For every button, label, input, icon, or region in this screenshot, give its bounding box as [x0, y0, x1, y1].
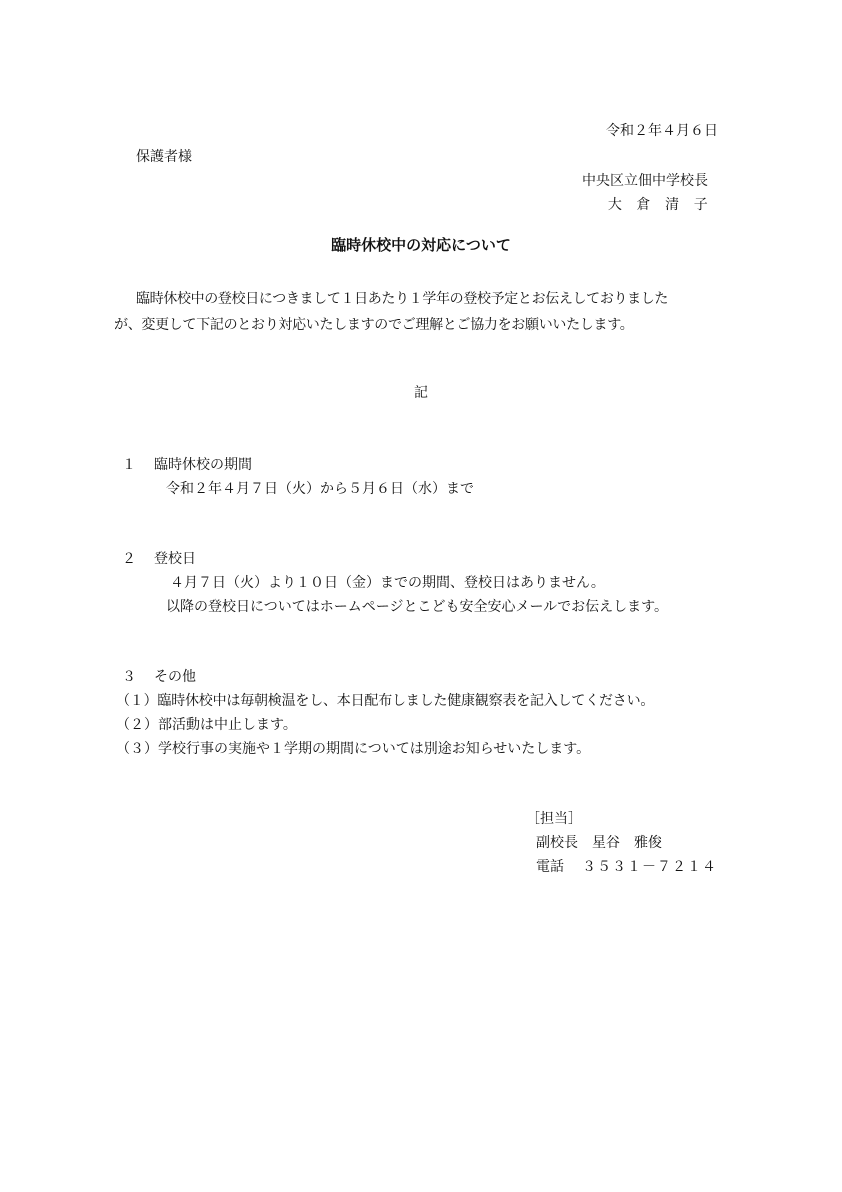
intro-line-2: が、変更して下記のとおり対応いたしますのでご理解とご協力をお願いいたします。 [114, 317, 634, 333]
section-2-number: ２ [122, 551, 136, 567]
section-3-item-1: （１）臨時休校中は毎朝検温をし、本日配布しました健康観察表を記入してください。 [116, 693, 655, 709]
section-3-item-2: （２）部活動は中止します。 [116, 717, 297, 733]
section-3-number: ３ [122, 669, 136, 685]
section-1-title: 臨時休校の期間 [154, 457, 252, 473]
section-2-body-1: ４月７日（火）より１０日（金）までの期間、登校日はありません。 [170, 575, 605, 591]
document-title: 臨時休校中の対応について [331, 236, 511, 254]
section-2-body-2: 以降の登校日についてはホームページとこども安全安心メールでお伝えします。 [166, 599, 669, 615]
contact-role: 副校長 [536, 835, 578, 851]
intro-line-1: 臨時休校中の登校日につきまして１日あたり１学年の登校予定とお伝えしておりました [136, 291, 669, 307]
section-1-heading [122, 458, 252, 472]
section-3-item-3: （３）学校行事の実施や１学期の期間については別途お知らせいたします。 [116, 741, 591, 757]
section-3-heading [122, 670, 196, 684]
phone-label: 電話 [536, 859, 564, 875]
sender-name: 大 倉 清 子 [607, 197, 708, 213]
contact-person [536, 836, 662, 850]
section-2-heading [122, 552, 196, 566]
contact-phone [536, 860, 717, 874]
contact-heading: ［担当］ [526, 811, 582, 827]
ki-heading: 記 [414, 385, 428, 401]
addressee: 保護者様 [136, 149, 192, 165]
phone-number: ３５３１－７２１４ [582, 859, 717, 875]
section-1-body: 令和２年４月７日（火）から５月６日（水）まで [166, 481, 474, 497]
issue-date: 令和２年４月６日 [606, 123, 718, 139]
sender-school: 中央区立佃中学校長 [582, 173, 708, 189]
section-1-number: １ [122, 457, 136, 473]
section-3-title: その他 [154, 669, 196, 685]
section-2-title: 登校日 [154, 551, 196, 567]
contact-name: 星谷 雅俊 [592, 835, 662, 851]
